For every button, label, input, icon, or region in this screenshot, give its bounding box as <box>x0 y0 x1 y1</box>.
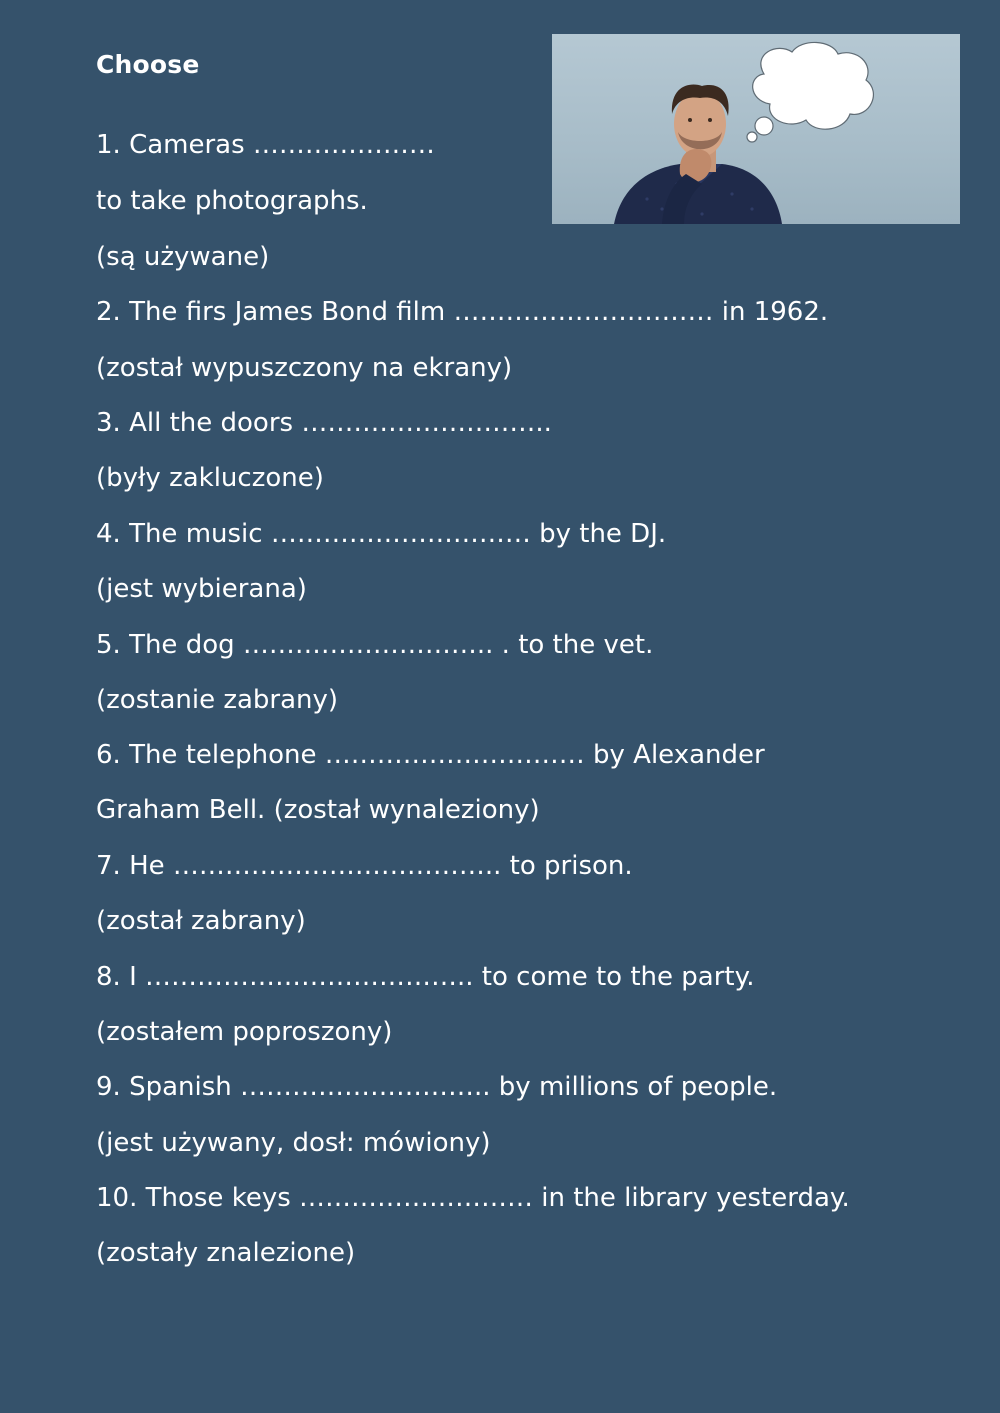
exercise-line-10: 5. The dog ……………………….. . to the vet. <box>96 630 654 660</box>
exercise-line-21: (zostały znalezione) <box>96 1238 356 1268</box>
exercise-line-9: (jest wybierana) <box>96 574 307 604</box>
thinking-man-photo <box>552 34 960 224</box>
exercise-line-20: 10. Those keys ……………………… in the library yesterday. <box>96 1183 850 1213</box>
exercise-line-1: 1. Cameras ………………… <box>96 130 435 160</box>
exercise-line-14: 7. He ……………………………….. to prison. <box>96 851 633 881</box>
thought-bubble-icon <box>747 42 873 142</box>
exercise-line-8: 4. The music ………………………… by the DJ. <box>96 519 667 549</box>
exercise-line-16: 8. I ……………………………….. to come to the party. <box>96 962 755 992</box>
exercise-line-6: 3. All the doors ……………………….. <box>96 408 552 438</box>
exercise-line-15: (został zabrany) <box>96 906 306 936</box>
exercise-line-18: 9. Spanish ……………………….. by millions of people. <box>96 1072 778 1102</box>
exercise-line-17: (zostałem poproszony) <box>96 1017 393 1047</box>
exercise-line-5: (został wypuszczony na ekrany) <box>96 353 513 383</box>
exercise-line-3: (są używane) <box>96 242 270 272</box>
exercise-line-4: 2. The firs James Bond film ………………………… in 1962. <box>96 297 829 327</box>
exercise-line-11: (zostanie zabrany) <box>96 685 339 715</box>
exercise-line-7: (były zakluczone) <box>96 463 324 493</box>
exercise-line-13: Graham Bell. (został wynaleziony) <box>96 795 540 825</box>
thinking-man-illustration <box>552 34 960 224</box>
exercise-line-12: 6. The telephone ………………………… by Alexander <box>96 740 765 770</box>
worksheet-title: Choose <box>96 50 200 79</box>
exercise-line-2: to take photographs. <box>96 186 368 216</box>
exercise-line-19: (jest używany, dosł: mówiony) <box>96 1128 491 1158</box>
